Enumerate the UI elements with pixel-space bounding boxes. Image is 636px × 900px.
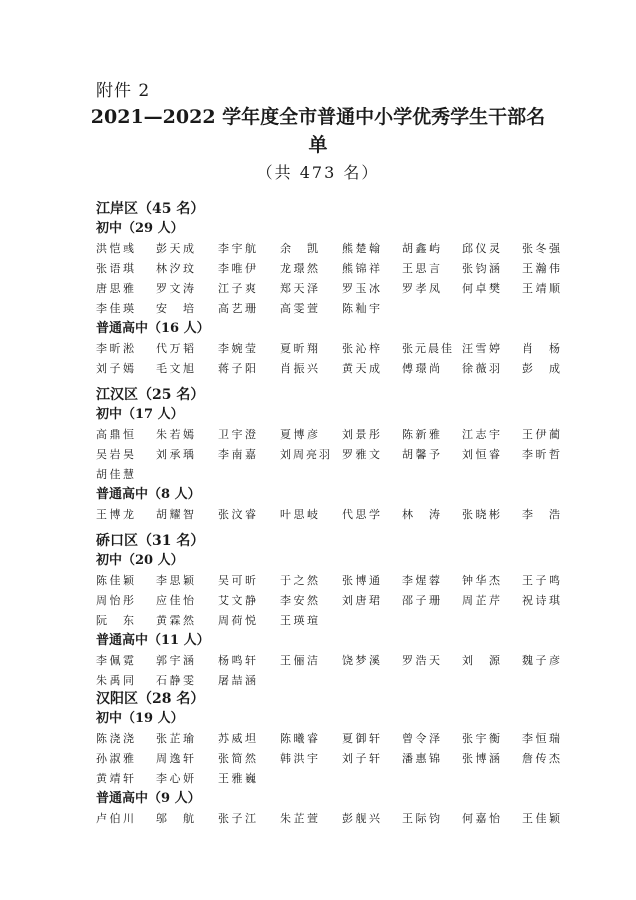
document-title: 2021—2022 学年度全市普通中小学优秀学生干部名 [90, 106, 546, 128]
student-name: 张冬强 [522, 242, 560, 255]
student-name: 何卓樊 [462, 282, 500, 295]
student-name: 叶思岐 [280, 508, 318, 521]
student-name: 王子鸣 [522, 574, 560, 587]
student-name: 蒋子阳 [218, 362, 256, 375]
student-name: 李南嘉 [218, 448, 256, 461]
student-name: 李婉莹 [218, 342, 256, 355]
student-name: 王博龙 [96, 508, 134, 521]
student-name: 张宇衡 [462, 732, 500, 745]
student-name: 王际钧 [402, 812, 440, 825]
student-name: 汪雪婷 [462, 342, 500, 355]
student-name: 洪恺彧 [96, 242, 134, 255]
student-name: 李煋蓉 [402, 574, 440, 587]
student-name: 魏子彦 [522, 654, 560, 667]
student-name: 胡鑫屿 [402, 242, 440, 255]
student-name: 彭舰兴 [342, 812, 380, 825]
student-name: 代思学 [342, 508, 380, 521]
district-heading: 硚口区（31 名） [96, 533, 205, 549]
student-name: 张语琪 [96, 262, 134, 275]
student-name: 祝诗琪 [522, 594, 560, 607]
school-level-heading: 初中（20 人） [96, 553, 184, 568]
student-name: 黄天成 [342, 362, 380, 375]
student-name: 张博涵 [462, 752, 500, 765]
student-name: 詹传杰 [522, 752, 560, 765]
student-name: 罗孝凤 [402, 282, 440, 295]
student-name: 邵子珊 [402, 594, 440, 607]
name-row [96, 426, 560, 444]
student-name: 王伊蔺 [522, 428, 560, 441]
student-name: 夏博彦 [280, 428, 318, 441]
student-name: 毛文旭 [156, 362, 194, 375]
student-name: 石静雯 [156, 674, 194, 687]
student-name: 郭宇涵 [156, 654, 194, 667]
student-name: 应佳怡 [156, 594, 194, 607]
student-name: 张钧涵 [462, 262, 500, 275]
student-name: 夏昕翔 [280, 342, 318, 355]
school-level-heading: 初中（29 人） [96, 221, 184, 236]
student-name: 王瑛瑄 [280, 614, 318, 627]
student-name: 周荷悦 [218, 614, 256, 627]
student-name: 安 培 [156, 302, 194, 315]
student-name: 饶梦溪 [342, 654, 380, 667]
student-name: 王佳颖 [522, 812, 560, 825]
student-name: 朱禹同 [96, 674, 134, 687]
student-name: 刘周亮羽 [280, 448, 330, 461]
student-name: 余 凯 [280, 242, 318, 255]
student-name: 张子江 [218, 812, 256, 825]
student-name: 王俪洁 [280, 654, 318, 667]
name-row [96, 730, 560, 748]
student-name: 邱仪灵 [462, 242, 500, 255]
student-name: 夏御轩 [342, 732, 380, 745]
name-row [96, 652, 560, 670]
school-level-heading: 初中（17 人） [96, 407, 184, 422]
student-name: 杨鸣轩 [218, 654, 256, 667]
name-row [96, 260, 560, 278]
student-name: 卢伯川 [96, 812, 134, 825]
name-row [96, 280, 560, 298]
student-name: 林汐玟 [156, 262, 194, 275]
student-name: 胡佳慧 [96, 468, 134, 481]
student-name: 张晓彬 [462, 508, 500, 521]
student-name: 李唯伊 [218, 262, 256, 275]
school-level-heading: 初中（19 人） [96, 711, 184, 726]
student-name: 高鼎恒 [96, 428, 134, 441]
student-name: 潘惠锦 [402, 752, 440, 765]
student-name: 李 浩 [522, 508, 560, 521]
student-name: 于之然 [280, 574, 318, 587]
student-name: 江子爽 [218, 282, 256, 295]
school-level-heading: 普通高中（16 人） [96, 321, 210, 336]
student-name: 彭 成 [522, 362, 560, 375]
name-row [96, 446, 560, 464]
student-name: 高雯萱 [280, 302, 318, 315]
student-name: 李昕哲 [522, 448, 560, 461]
student-name: 郑天泽 [280, 282, 318, 295]
name-row [96, 506, 560, 524]
student-name: 林 涛 [402, 508, 440, 521]
student-name: 王雅巍 [218, 772, 256, 785]
student-name: 刘唐珺 [342, 594, 380, 607]
school-level-heading: 普通高中（11 人） [96, 633, 210, 648]
student-name: 钟华杰 [462, 574, 500, 587]
student-name: 罗雅文 [342, 448, 380, 461]
name-row [96, 672, 556, 690]
name-row [96, 240, 560, 258]
school-level-heading: 普通高中（9 人） [96, 791, 201, 806]
student-name: 李安然 [280, 594, 318, 607]
student-name: 罗玉冰 [342, 282, 380, 295]
name-row [96, 810, 560, 828]
student-name: 李佳瑛 [96, 302, 134, 315]
student-name: 陈佳颖 [96, 574, 134, 587]
name-row [96, 770, 556, 788]
student-name: 刘子嫣 [96, 362, 134, 375]
student-name: 彭天成 [156, 242, 194, 255]
student-name: 刘子轩 [342, 752, 380, 765]
attachment-label: 附件 2 [96, 81, 151, 101]
student-name: 吴岩昊 [96, 448, 134, 461]
student-name: 朱芷萱 [280, 812, 318, 825]
student-name: 张博通 [342, 574, 380, 587]
student-name: 刘景彤 [342, 428, 380, 441]
student-name: 傅璟尚 [402, 362, 440, 375]
student-name: 邬 航 [156, 812, 194, 825]
name-row [96, 360, 560, 378]
student-name: 李心妍 [156, 772, 194, 785]
student-name: 肖 杨 [522, 342, 560, 355]
student-name: 曾令泽 [402, 732, 440, 745]
student-name: 黄霖然 [156, 614, 194, 627]
student-name: 李恒瑞 [522, 732, 560, 745]
student-name: 肖振兴 [280, 362, 318, 375]
student-name: 周芷芹 [462, 594, 500, 607]
student-name: 苏威坦 [218, 732, 256, 745]
student-name: 龙璟然 [280, 262, 318, 275]
student-name: 李宇航 [218, 242, 256, 255]
student-name: 刘 源 [462, 654, 500, 667]
name-row [96, 466, 556, 484]
student-name: 胡耀智 [156, 508, 194, 521]
student-name: 陈籼宇 [342, 302, 380, 315]
student-name: 周逸轩 [156, 752, 194, 765]
student-name: 刘恒睿 [462, 448, 500, 461]
student-name: 朱若嫣 [156, 428, 194, 441]
name-row [96, 300, 556, 318]
student-name: 张汶睿 [218, 508, 256, 521]
student-name: 唐思雅 [96, 282, 134, 295]
student-name: 孙淑雅 [96, 752, 134, 765]
name-row [96, 750, 560, 768]
student-name: 王靖顺 [522, 282, 560, 295]
name-row [96, 612, 556, 630]
student-name: 李思颖 [156, 574, 194, 587]
student-name: 张芷瑜 [156, 732, 194, 745]
student-name: 张简然 [218, 752, 256, 765]
district-heading: 江汉区（25 名） [96, 387, 205, 403]
student-name: 王思言 [402, 262, 440, 275]
school-level-heading: 普通高中（8 人） [96, 487, 201, 502]
name-row [96, 572, 560, 590]
student-name: 张沁梓 [342, 342, 380, 355]
student-name: 张元晨佳 [402, 342, 452, 355]
document-title-continued: 单 [308, 134, 328, 156]
student-name: 胡馨予 [402, 448, 440, 461]
total-count: （共 473 名） [256, 163, 380, 182]
student-name: 何嘉怡 [462, 812, 500, 825]
district-heading: 汉阳区（28 名） [96, 691, 205, 707]
student-name: 罗浩天 [402, 654, 440, 667]
student-name: 韩洪宇 [280, 752, 318, 765]
student-name: 陈曦睿 [280, 732, 318, 745]
student-name: 代万韬 [156, 342, 194, 355]
student-name: 熊楚翰 [342, 242, 380, 255]
district-heading: 江岸区（45 名） [96, 201, 205, 217]
student-name: 徐薇羽 [462, 362, 500, 375]
student-name: 熊锦祥 [342, 262, 380, 275]
student-name: 江志宇 [462, 428, 500, 441]
student-name: 罗文涛 [156, 282, 194, 295]
student-name: 刘承瑀 [156, 448, 194, 461]
student-name: 黄靖轩 [96, 772, 134, 785]
student-name: 屠喆涵 [218, 674, 256, 687]
student-name: 陈浇浇 [96, 732, 134, 745]
student-name: 李昕淞 [96, 342, 134, 355]
name-row [96, 340, 560, 358]
student-name: 周怡彤 [96, 594, 134, 607]
student-name: 卫宇澄 [218, 428, 256, 441]
student-name: 阮 东 [96, 614, 134, 627]
student-name: 艾文静 [218, 594, 256, 607]
student-name: 吴可昕 [218, 574, 256, 587]
student-name: 陈新雅 [402, 428, 440, 441]
student-name: 李佩霓 [96, 654, 134, 667]
student-name: 王瀚伟 [522, 262, 560, 275]
student-name: 高艺珊 [218, 302, 256, 315]
name-row [96, 592, 560, 610]
